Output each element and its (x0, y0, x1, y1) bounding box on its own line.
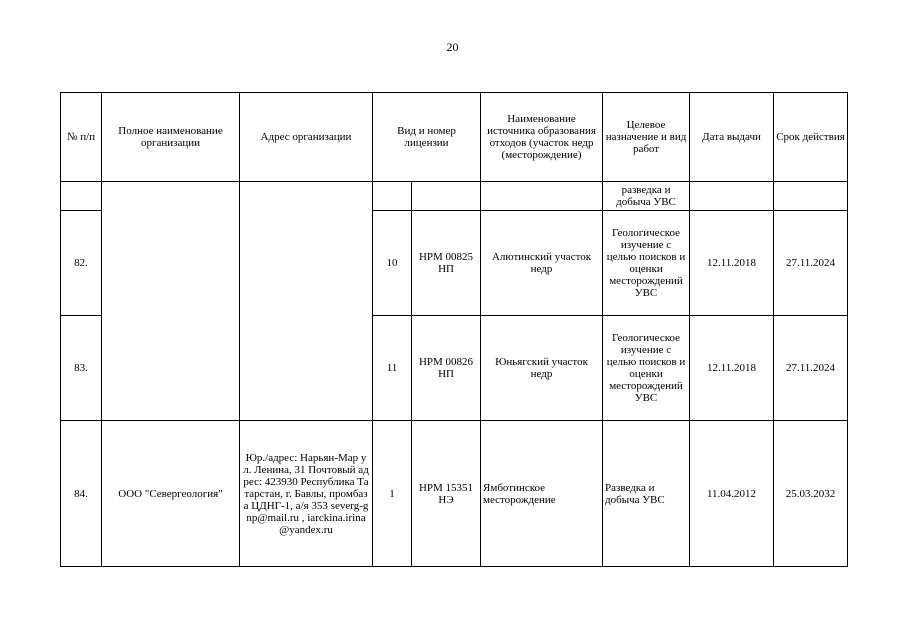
cell-address (240, 182, 373, 421)
cell-source: Алютинский участок недр (481, 211, 603, 316)
cell-lic-no: 10 (373, 211, 412, 316)
header-num: № п/п (61, 93, 102, 182)
cell-lic-code (412, 182, 481, 211)
cell-num (61, 182, 102, 211)
cell-issue-date: 12.11.2018 (690, 211, 774, 316)
cell-source (481, 182, 603, 211)
cell-purpose: Разведка и добыча УВС (603, 421, 690, 567)
table-row (61, 182, 848, 211)
cell-purpose: разведка и добыча УВС (603, 182, 690, 211)
cell-org-name (102, 182, 240, 421)
header-org-name: Полное наименование организации (102, 93, 240, 182)
page-number: 20 (446, 40, 459, 54)
cell-validity (774, 182, 848, 211)
cell-lic-no: 11 (373, 316, 412, 421)
cell-lic-code: НРМ 15351 НЭ (412, 421, 481, 567)
cell-num: 82. (61, 211, 102, 316)
header-issue-date: Дата выдачи (690, 93, 774, 182)
cell-source: Юньягский участок недр (481, 316, 603, 421)
cell-issue-date: 11.04.2012 (690, 421, 774, 567)
header-source: Наименование источника образования отходов (участок недр (месторождение) (481, 93, 603, 182)
cell-lic-no (373, 182, 412, 211)
table-row (61, 421, 848, 567)
cell-validity: 27.11.2024 (774, 211, 848, 316)
cell-org-name: ООО "Севергеология" (102, 421, 240, 567)
header-license: Вид и номер лицензии (373, 93, 481, 182)
cell-lic-code: НРМ 00826 НП (412, 316, 481, 421)
cell-issue-date (690, 182, 774, 211)
cell-issue-date: 12.11.2018 (690, 316, 774, 421)
header-row (61, 93, 848, 182)
header-validity: Срок действия (774, 93, 848, 182)
cell-lic-no: 1 (373, 421, 412, 567)
cell-address: Юр./адрес: Нарьян-Мар ул. Ленина, 31 Почтовый адрес: 423930 Республика Татарстан, г. Бавлы, промбаза ЦДНГ-1, а/я 353 severg-gnp@mail.ru , iarckina.irina@yandex.ru (240, 421, 373, 567)
cell-lic-code: НРМ 00825 НП (412, 211, 481, 316)
cell-num: 84. (61, 421, 102, 567)
cell-source: Ямботинское месторождение (481, 421, 603, 567)
header-purpose: Целевое назначение и вид работ (603, 93, 690, 182)
cell-validity: 27.11.2024 (774, 316, 848, 421)
cell-num: 83. (61, 316, 102, 421)
license-table (60, 92, 848, 567)
cell-purpose: Геологическое изучение с целью поисков и оценки месторождений УВС (603, 211, 690, 316)
cell-purpose: Геологическое изучение с целью поисков и оценки месторождений УВС (603, 316, 690, 421)
cell-validity: 25.03.2032 (774, 421, 848, 567)
header-address: Адрес организации (240, 93, 373, 182)
